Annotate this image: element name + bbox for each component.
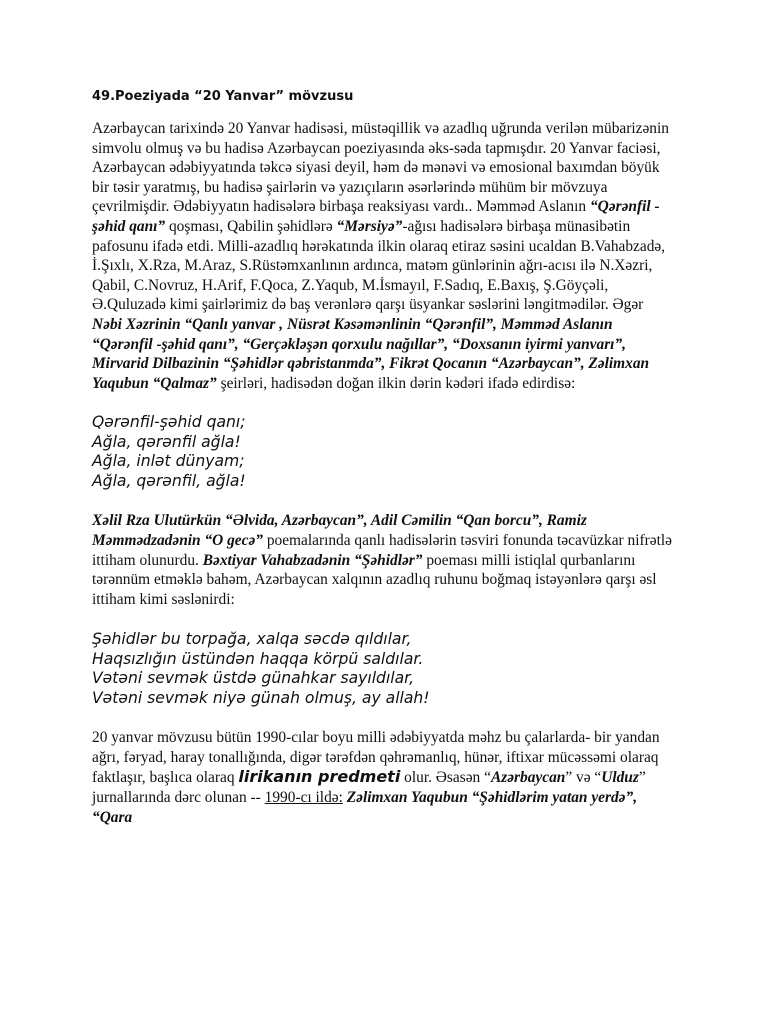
poem-line: Vətəni sevmək niyə günah olmuş, ay allah! bbox=[92, 688, 430, 707]
intro-text-2: qoşması, Qabilin şəhidlərə bbox=[165, 217, 337, 235]
poem-line: Ağla, inlət dünyam; bbox=[92, 452, 245, 471]
poem-line: Qərənfil-şəhid qanı; bbox=[92, 413, 246, 432]
page-title: 49.Poeziyada “20 Yanvar” mövzusu bbox=[92, 89, 354, 104]
intro-poem-list: Nəbi Xəzrinin “Qanlı yanvar , Nüsrət Kəsəmənlinin “Qərənfil”, Məmməd Aslanın “Qərənfil -şəhid qanı”, “Gerçəkləşən qorxulu nağıllar”, “Doxsanın iyirmi yanvarı”, Mirvarid Dilbazinin “Şəhidlər qəbristanmda”, Fikrət Qocanın “Azərbaycan”, Zəlimxan Yaqubun “Qalmaz” bbox=[92, 315, 650, 392]
poems-text-1: poemalarında qanlı hadisələrin təsviri fonunda təcavüzkar nifrətlə ittiham olunurdu. bbox=[92, 531, 672, 569]
intro-text-3: -ağısı hadisələrə birbaşa münasibətin pafosunu ifadə etdi. Milli-azadlıq hərəkatında ilkin olaraq etiraz səsini ucaldan B.Vahabzadə, İ.Şıxlı, X.Rza, M.Araz, S.Rüstəmxanlının ardınca, matəm günlərinin ağrı-acısı ilə N.Xəzri, Qabil, C.Novruz, H.Arif, F.Qoca, Z.Yaqub, M.İsmayıl, F.Sadıq, E.Baxış, Ş.Göyçəli, Ə.Quluzadə kimi şairlərimiz də baş verənlərə qarşı üsyankar səslərini ləngitmədilər. Əgər bbox=[92, 217, 666, 314]
intro-text-4: şeirləri, hadisədən doğan ilkin dərin kədəri ifadə edirdisə: bbox=[216, 374, 576, 392]
poems-text-2: poeması milli istiqlal qurbanlarını tərənnüm etməklə bahəm, Azərbaycan xalqının azadlıq ruhunu boğmaq istəyənlərə qarşı əsl ittiham kimi səslənirdi: bbox=[92, 551, 657, 608]
poem-quote-sehidler bbox=[92, 630, 672, 708]
conclusion-text-3: ” və “ bbox=[565, 769, 602, 787]
poem-line: Vətəni sevmək üstdə günahkar sayıldılar, bbox=[92, 669, 415, 688]
poem-line: Şəhidlər bu torpağa, xalqa səcdə qıldılar, bbox=[92, 630, 412, 649]
conclusion-text-4: ” jurnallarında dərc olunan -- bbox=[92, 769, 646, 807]
conclusion-poem-titles: Zəlimxan Yaqubun “Şəhidlərim yatan yerdə”, “Qara bbox=[92, 789, 638, 826]
conclusion-text-2: olur. Əsasən “ bbox=[400, 769, 491, 787]
poem-quote-qerenfil bbox=[92, 413, 672, 491]
poem-line: Ağla, qərənfil ağla! bbox=[92, 432, 241, 451]
journal-azerbaycan: Azərbaycan bbox=[490, 769, 566, 787]
paragraph-intro bbox=[92, 119, 672, 393]
year-1990-underlined: 1990-cı ildə: bbox=[264, 789, 343, 807]
poems-title-sehidler: Bəxtiyar Vahabzadənin “Şəhidlər” bbox=[202, 551, 423, 569]
intro-title-mersiye: “Mərsiyə” bbox=[336, 217, 403, 235]
journal-ulduz: Ulduz bbox=[601, 769, 639, 787]
paragraph-poems bbox=[92, 511, 672, 609]
poem-line: Haqsızlığın üstündən haqqa körpü saldılar. bbox=[92, 649, 424, 668]
conclusion-text-1: 20 yanvar mövzusu bütün 1990-cılar boyu milli ədəbiyyatda məhz bu çalarlarda- bir yandan ağrı, fəryad, haray tonallığında, digər tərəfdən qəhrəmanlıq, hünər, iftixar mücəssəmi olaraq faktlaşır, başlıca olaraq bbox=[92, 729, 660, 787]
document-page bbox=[92, 88, 672, 827]
intro-text-1: Azərbaycan tarixində 20 Yanvar hadisəsi, müstəqillik və azadlıq uğrunda verilən mübarizənin simvolu olmuş və bu hadisə Azərbaycan poeziyasında əks-sədа tapmışdır. 20 Yanvar faciəsi, Azərbaycan ədəbiyyatında təkcə siyasi deyil, həm də mənəvi və emosional baxımdan böyük bir təsir yaratmış, bu hadisə şairlərin və yazıçıların əsərlərində mühüm bir mövzuya çevrilmişdir. Ədəbiyyatın hadisələrə birbaşa reaksiyası vardı.. Məmməd Aslanın bbox=[92, 120, 669, 216]
poem-line: Ağla, qərənfil, ağla! bbox=[92, 471, 246, 490]
conclusion-emphasis: lirikanın predmeti bbox=[238, 767, 401, 787]
intro-title-qerenfil: “Qərənfil - şəhid qanı” bbox=[92, 198, 660, 235]
paragraph-conclusion bbox=[92, 728, 672, 827]
poems-authors: Xəlil Rza Ulutürkün “Əlvida, Azərbaycan”, Adil Cəmilin “Qan borcu”, Ramiz Məmmədzadənin “O gecə” bbox=[92, 512, 587, 549]
